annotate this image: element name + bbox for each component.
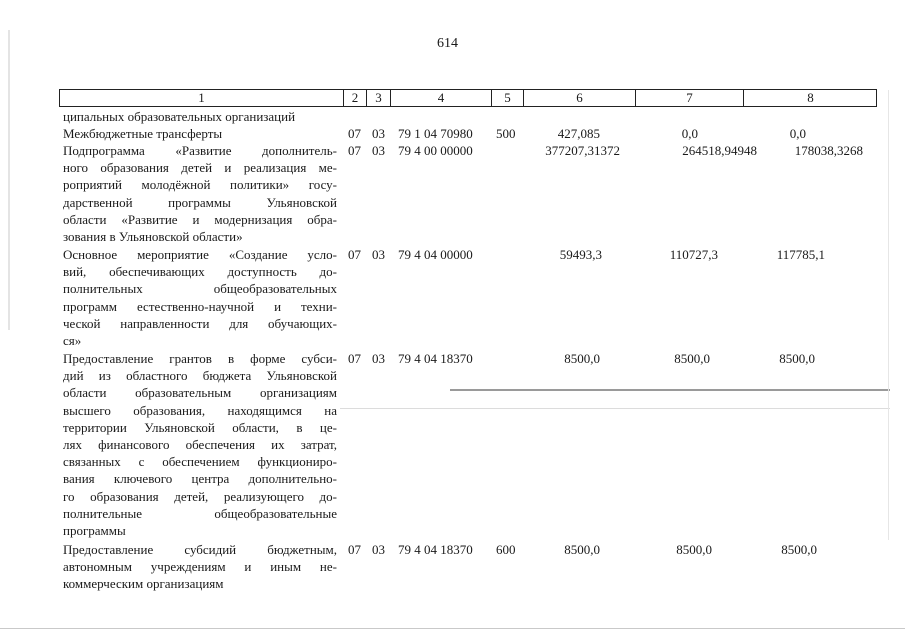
- name-line: связанных с обеспечением функциониро-: [63, 454, 337, 470]
- cell-expense-type: 500: [496, 126, 516, 141]
- cell-subsection: 03: [372, 247, 385, 262]
- cell-amount-3: 0,0: [789, 126, 806, 141]
- cell-amount-3: 178038,3268: [794, 143, 863, 158]
- header-col-4: 4: [390, 90, 491, 106]
- name-line: лях финансового обеспечения их затрат,: [63, 437, 337, 453]
- name-line: ного образования детей и реализация ме-: [63, 160, 337, 176]
- table-row-name: [63, 541, 337, 593]
- cell-target-article: 79 4 04 00000: [398, 247, 473, 262]
- table-row-name: [63, 246, 337, 349]
- cell-subsection: 03: [372, 542, 385, 557]
- name-line: ся»: [63, 333, 82, 349]
- header-col-2: 2: [343, 90, 366, 106]
- header-col-5: 5: [491, 90, 523, 106]
- cell-target-article: 79 4 00 00000: [398, 143, 473, 158]
- cell-amount-3: 117785,1: [776, 247, 825, 262]
- name-line: дарственной программы Ульяновской: [63, 194, 337, 210]
- scan-artifact-line: [0, 628, 905, 629]
- cell-amount-2: 8500,0: [674, 351, 710, 366]
- name-line: го образования детей, реализующего до-: [63, 488, 337, 504]
- cell-amount-1: 427,085: [557, 126, 600, 141]
- name-line: области «Развитие и модернизация обра-: [63, 211, 337, 227]
- name-line: полнительные общеобразовательные: [63, 505, 337, 521]
- name-line: ципальных образовательных организаций: [63, 109, 296, 124]
- name-line: роприятий молодёжной политики» госу-: [63, 177, 337, 193]
- cell-target-article: 79 4 04 18370: [398, 542, 473, 557]
- cell-amount-1: 377207,31372: [545, 143, 620, 158]
- name-line: вий, обеспечивающих доступность до-: [63, 264, 337, 280]
- cell-section: 07: [348, 351, 361, 366]
- cell-amount-3: 8500,0: [781, 542, 817, 557]
- name-line: высшего образования, находящимся на: [63, 402, 337, 418]
- cell-subsection: 03: [372, 126, 385, 141]
- page-number: 614: [437, 36, 458, 51]
- name-line: дий из областного бюджета Ульяновской: [63, 368, 337, 384]
- table-row-name: [63, 108, 337, 125]
- name-line: области образовательным организациям: [63, 385, 337, 401]
- name-line: коммерческим организациям: [63, 576, 224, 592]
- name-line: вания ключевого центра дополнительно-: [63, 471, 337, 487]
- table-row-name: [63, 350, 337, 539]
- scan-artifact-line: [340, 408, 890, 409]
- cell-amount-2: 8500,0: [676, 542, 712, 557]
- cell-expense-type: 600: [496, 542, 516, 557]
- table-row-name: [63, 125, 337, 142]
- name-line: Подпрограмма «Развитие дополнитель-: [63, 143, 337, 158]
- header-col-6: 6: [523, 90, 635, 106]
- name-line: территории Ульяновской области, в це-: [63, 419, 337, 435]
- name-line: Предоставление субсидий бюджетным,: [63, 542, 337, 557]
- cell-section: 07: [348, 247, 361, 262]
- name-line: Предоставление грантов в форме субси-: [63, 351, 337, 366]
- cell-amount-1: 8500,0: [564, 542, 600, 557]
- name-line: полнительных общеобразовательных: [63, 281, 337, 297]
- header-col-1: 1: [198, 90, 205, 105]
- header-col-7: 7: [635, 90, 743, 106]
- name-line: программ естественно-научной и техни-: [63, 298, 337, 314]
- scan-artifact-edge: [888, 90, 889, 540]
- name-line: Основное мероприятие «Создание усло-: [63, 247, 337, 262]
- table-row-name: [63, 142, 337, 245]
- cell-amount-1: 59493,3: [559, 247, 602, 262]
- cell-section: 07: [348, 126, 361, 141]
- name-line: программы: [63, 523, 126, 539]
- cell-section: 07: [348, 143, 361, 158]
- cell-section: 07: [348, 542, 361, 557]
- cell-amount-1: 8500,0: [564, 351, 600, 366]
- cell-target-article: 79 4 04 18370: [398, 351, 473, 366]
- scan-artifact-line: [450, 389, 890, 391]
- cell-target-article: 79 1 04 70980: [398, 126, 473, 141]
- table-header: [59, 89, 877, 107]
- name-line: ческой направленности для обучающих-: [63, 315, 337, 331]
- name-line: автономным учреждениям и иным не-: [63, 559, 337, 575]
- header-col-3: 3: [366, 90, 390, 106]
- header-col-8: 8: [743, 90, 877, 106]
- cell-amount-2: 110727,3: [669, 247, 718, 262]
- scan-artifact-edge: [8, 30, 10, 330]
- cell-subsection: 03: [372, 351, 385, 366]
- cell-amount-2: 264518,94948: [682, 143, 757, 158]
- cell-amount-3: 8500,0: [779, 351, 815, 366]
- name-line: Межбюджетные трансферты: [63, 126, 223, 141]
- cell-amount-2: 0,0: [681, 126, 698, 141]
- name-line: зования в Ульяновской области»: [63, 229, 243, 245]
- cell-subsection: 03: [372, 143, 385, 158]
